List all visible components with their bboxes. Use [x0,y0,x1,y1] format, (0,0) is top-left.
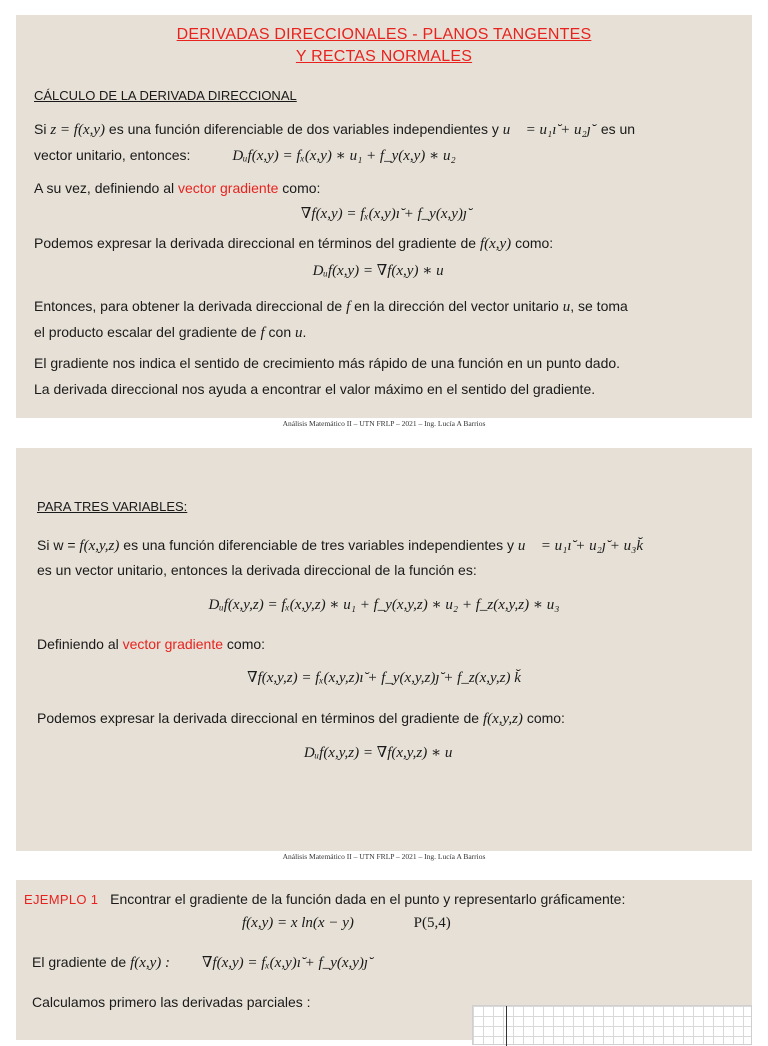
text: Definiendo al [37,636,119,652]
point-label: P(5,4) [413,915,451,931]
text: como: [226,636,266,652]
highlight-gradient-vector: vector gradiente [178,180,279,196]
y-axis-line [506,1006,507,1046]
section-heading: PARA TRES VARIABLES: [37,499,188,514]
text: Si w = [37,537,76,553]
math-inline: u [562,299,571,315]
math-inline: u⃗ = u₁ı̆ + u₂ȷ̆ + u₃k̆ [517,538,644,554]
text: el producto escalar del gradiente de [34,324,257,340]
paragraph-4 [37,708,565,729]
math-inline: f [346,299,351,315]
slide-2 [16,448,752,851]
text: con [268,324,292,340]
text: Podemos expresar la derivada direccional en términos del gradiente de [37,710,480,726]
text: A su vez, definiendo al [34,180,175,196]
text: Podemos expresar la derivada direccional en términos del gradiente de [34,235,477,251]
text: Si [34,121,47,137]
math-inline: f [260,325,265,341]
gradient-line [32,952,368,973]
formula-directional-gradient-3: Dᵤf(x,y,z) = ∇f(x,y,z) ∗ u⃗ [303,745,465,761]
example-text: Encontrar el gradiente de la función dada en el punto y representarlo gráficamente: [110,891,626,907]
formula-directional-derivative-3: Dᵤf(x,y,z) = fₓ(x,y,z) ∗ u₁ + f_y(x,y,z) ∗ u₂ + f_z(x,y,z) ∗ u₃ [208,597,560,613]
graph-grid [472,1005,752,1045]
text: como: [282,180,321,196]
function-definition [242,915,451,932]
formula-gradient: ∇f(x,y) = fₓ(x,y)ı̆ + f_y(x,y)ȷ̆ [201,955,369,971]
math-inline: f(x,y,z) [79,538,120,554]
math-inline: f(x,y) : [130,955,171,971]
text: en la dirección del vector unitario [354,298,559,314]
slide-3 [16,880,752,1040]
text: es un [600,121,636,137]
math-inline: f(x,y) [479,236,512,252]
text: como: [526,710,565,726]
text: como: [515,235,554,251]
paragraph-4 [34,233,553,254]
math-inline: f(x,y,z) [482,711,523,727]
paragraph-8: La derivada direccional nos ayuda a encontrar el valor máximo en el sentido del gradiente. [34,381,596,397]
formula-function: f(x,y) = x ln(x − y) [242,915,354,931]
paragraph-5 [34,296,628,317]
text: El gradiente de [32,954,127,970]
example-label: EJEMPLO 1 [24,892,99,907]
text: vector unitario, entonces: [34,147,191,163]
page-title-line-1: DERIVADAS DIRECCIONALES - PLANOS TANGENTES [176,26,592,43]
math-inline: z = f(x,y) [50,122,106,138]
paragraph-7: El gradiente nos indica el sentido de crecimiento más rápido de una función en un punto dado. [34,355,621,371]
paragraph-6 [34,322,306,343]
highlight-gradient-vector: vector gradiente [122,636,224,652]
paragraph-3 [34,178,320,198]
footer-1: Análisis Matemático II – UTN FRLP – 2021 – Ing. Lucía A Barrios [282,419,486,428]
partial-derivatives-text: Calculamos primero las derivadas parciales : [32,994,311,1010]
text: es una función diferenciable de tres variables independientes y [123,537,514,553]
math-inline: u⃗ = u₁ı̆ + u₂ȷ̆ [502,122,591,138]
text: . [302,324,307,340]
footer-2: Análisis Matemático II – UTN FRLP – 2021 – Ing. Lucía A Barrios [282,852,486,861]
example-heading [24,889,625,910]
slide-1 [16,15,752,418]
paragraph-2 [34,145,456,166]
formula-gradient: ∇f(x,y) = fₓ(x,y)ı̆ + f_y(x,y)ȷ̆ [300,206,468,222]
paragraph-2: es un vector unitario, entonces la derivada direccional de la función es: [37,562,477,578]
page-title-line-2: Y RECTAS NORMALES [295,48,473,65]
paragraph-1 [37,535,643,556]
formula-gradient-3: ∇f(x,y,z) = fₓ(x,y,z)ı̆ + f_y(x,y,z)ȷ̆ + f_z(x,y,z) k̆ [247,670,521,686]
formula-directional-derivative: Dᵤf(x,y) = fₓ(x,y) ∗ u₁ + f_y(x,y) ∗ u₂ [232,148,456,164]
text: , se toma [570,298,628,314]
text: Entonces, para obtener la derivada direccional de [34,298,343,314]
formula-directional-gradient: Dᵤf(x,y) = ∇f(x,y) ∗ u⃗ [312,263,456,279]
text: es una función diferenciable de dos variables independientes y [108,121,499,137]
paragraph-3 [37,634,265,654]
math-inline: u [295,325,303,341]
section-heading: CÁLCULO DE LA DERIVADA DIRECCIONAL [34,88,297,103]
paragraph-1 [34,119,635,140]
